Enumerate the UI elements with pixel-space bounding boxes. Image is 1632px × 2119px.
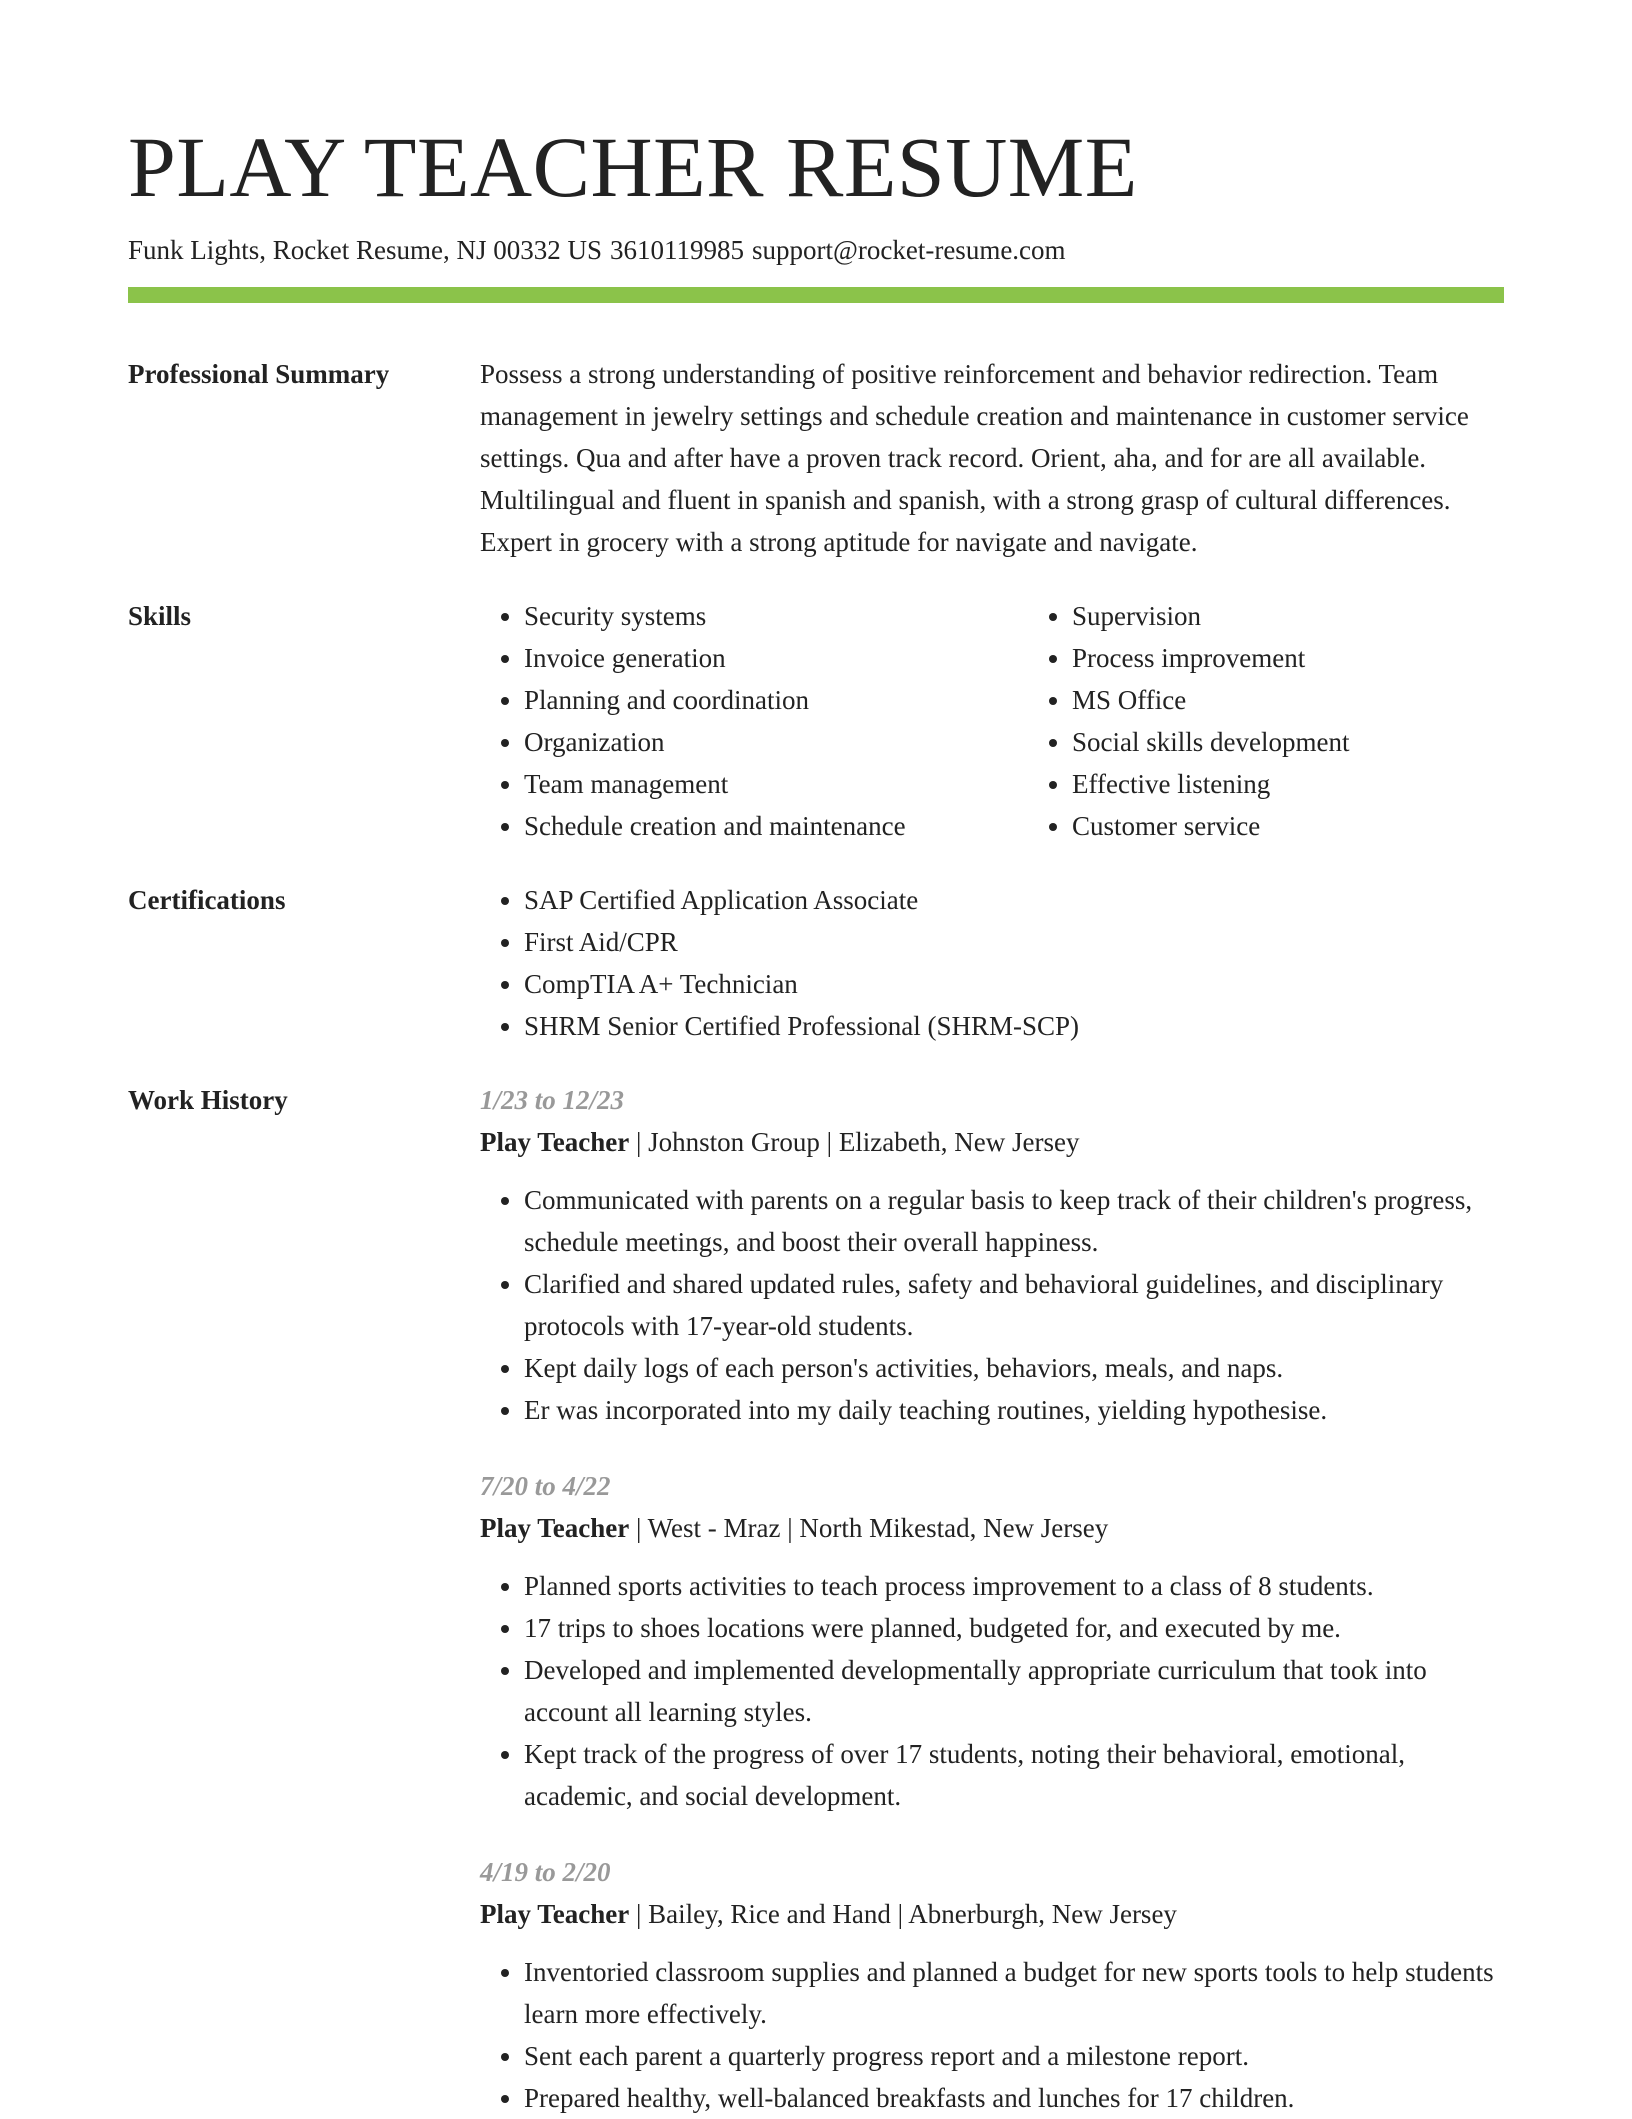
job-bullets	[480, 1565, 1504, 1817]
list-item: • Security systems	[524, 595, 1028, 637]
list-item: • MS Office	[1072, 679, 1349, 721]
list-item: • Organization	[524, 721, 1028, 763]
contact-address: Funk Lights, Rocket Resume, NJ 00332 US	[128, 234, 603, 265]
certifications-list	[480, 879, 1504, 1047]
job-entry	[480, 1851, 1504, 2119]
job-entry	[480, 1079, 1504, 1431]
list-item: • Supervision	[1072, 595, 1349, 637]
job-title: Play Teacher	[480, 1512, 630, 1543]
list-item: • Process improvement	[1072, 637, 1349, 679]
list-item: • Planned sports activities to teach process improvement to a class of 8 students.	[524, 1565, 1504, 1607]
list-item: • Planning and coordination	[524, 679, 1028, 721]
job-details: | Johnston Group | Elizabeth, New Jersey	[629, 1126, 1080, 1157]
list-item: • Clarified and shared updated rules, safety and behavioral guidelines, and disciplinary protocols with 17-year-old students.	[524, 1263, 1504, 1347]
list-item: • Effective listening	[1072, 763, 1349, 805]
job-bullets	[480, 1951, 1504, 2119]
contact-email: support@rocket-resume.com	[752, 234, 1066, 265]
skills-label: Skills	[128, 600, 192, 631]
summary-text: Possess a strong understanding of positive reinforcement and behavior redirection. Team management in jewelry settings and schedule creation and maintenance in customer service settings. Qua and after have a proven track record. Orient, aha, and for are all available. Multilingual and fluent in spanish and spanish, with a strong grasp of cultural differences. Expert in grocery with a strong aptitude for navigate and navigate.	[480, 358, 1469, 557]
job-heading	[480, 1507, 1504, 1549]
list-item: • SAP Certified Application Associate	[524, 879, 1504, 921]
certifications-section	[128, 879, 1504, 1047]
job-dates: 1/23 to 12/23	[480, 1084, 625, 1115]
list-item: • Communicated with parents on a regular basis to keep track of their children's progress, schedule meetings, and boost their overall happiness.	[524, 1179, 1504, 1263]
certifications-label: Certifications	[128, 884, 286, 915]
job-entry	[480, 1465, 1504, 1817]
job-dates: 7/20 to 4/22	[480, 1470, 611, 1501]
job-heading	[480, 1893, 1504, 1935]
list-item: • Inventoried classroom supplies and planned a budget for new sports tools to help students learn more effectively.	[524, 1951, 1504, 2035]
job-details: | Bailey, Rice and Hand | Abnerburgh, New Jersey	[629, 1898, 1177, 1929]
skills-list-right	[1028, 595, 1349, 847]
job-title: Play Teacher	[480, 1126, 630, 1157]
summary-section	[128, 353, 1504, 563]
list-item: • Customer service	[1072, 805, 1349, 847]
job-details: | West - Mraz | North Mikestad, New Jersey	[629, 1512, 1109, 1543]
contact-phone: 3610119985	[610, 234, 745, 265]
work-history-section	[128, 1079, 1504, 2119]
list-item: • Developed and implemented developmentally appropriate curriculum that took into account all learning styles.	[524, 1649, 1504, 1733]
skills-section	[128, 595, 1504, 847]
job-dates: 4/19 to 2/20	[480, 1856, 611, 1887]
list-item: • CompTIA A+ Technician	[524, 963, 1504, 1005]
skills-list-left	[480, 595, 1028, 847]
list-item: • Prepared healthy, well-balanced breakfasts and lunches for 17 children.	[524, 2077, 1504, 2119]
work-history-label: Work History	[128, 1084, 288, 1115]
list-item: • Kept daily logs of each person's activities, behaviors, meals, and naps.	[524, 1347, 1504, 1389]
list-item: • 17 trips to shoes locations were planned, budgeted for, and executed by me.	[524, 1607, 1504, 1649]
list-item: • Schedule creation and maintenance	[524, 805, 1028, 847]
list-item: • Sent each parent a quarterly progress report and a milestone report.	[524, 2035, 1504, 2077]
job-title: Play Teacher	[480, 1898, 630, 1929]
list-item: • Er was incorporated into my daily teaching routines, yielding hypothesise.	[524, 1389, 1504, 1431]
resume-title: PLAY TEACHER RESUME	[128, 119, 1138, 215]
list-item: • Invoice generation	[524, 637, 1028, 679]
job-bullets	[480, 1179, 1504, 1431]
list-item: • First Aid/CPR	[524, 921, 1504, 963]
list-item: • Social skills development	[1072, 721, 1349, 763]
job-heading	[480, 1121, 1504, 1163]
contact-line	[128, 233, 1504, 268]
list-item: • Kept track of the progress of over 17 students, noting their behavioral, emotional, academic, and social development.	[524, 1733, 1504, 1817]
summary-label: Professional Summary	[128, 358, 390, 389]
list-item: • SHRM Senior Certified Professional (SHRM-SCP)	[524, 1005, 1504, 1047]
list-item: • Team management	[524, 763, 1028, 805]
resume-page	[128, 120, 1504, 2119]
header-divider	[128, 287, 1504, 303]
